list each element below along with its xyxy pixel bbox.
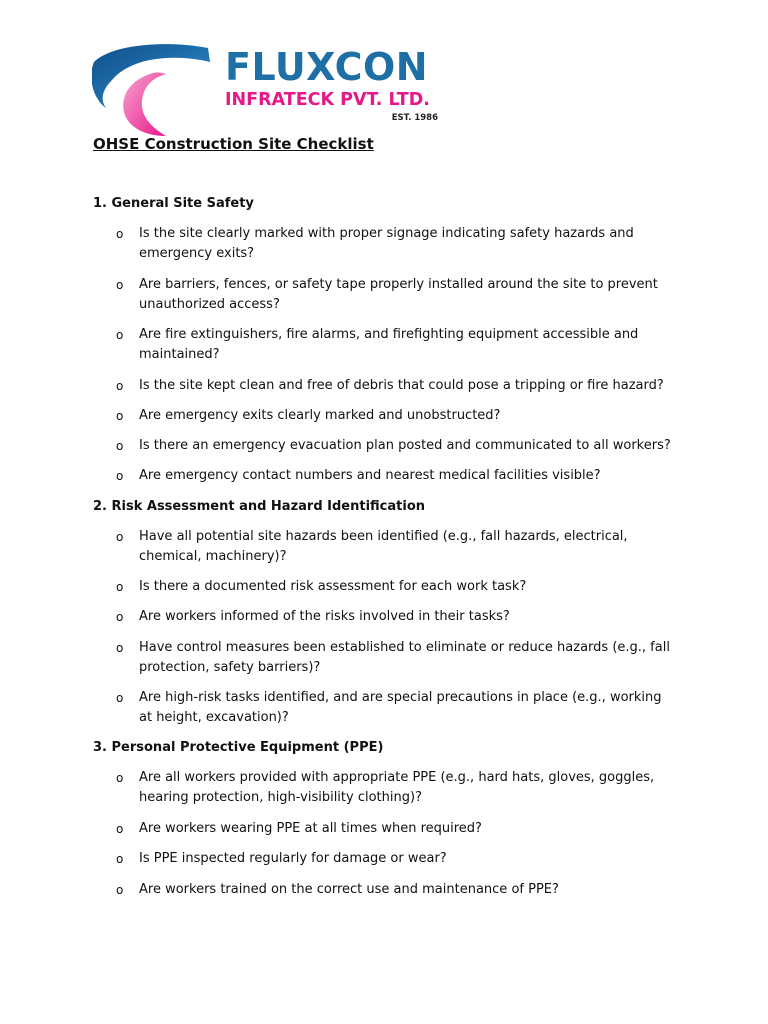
section-heading: 2. Risk Assessment and Hazard Identification [93, 499, 426, 514]
checklist-item [116, 638, 676, 678]
bullet-icon: o [116, 409, 124, 423]
bullet-icon: o [116, 641, 124, 655]
checklist-item [116, 527, 676, 567]
bullet-icon: o [116, 530, 124, 544]
brand-established: EST. 1986 [391, 113, 438, 123]
bullet-icon: o [116, 278, 124, 292]
checklist-item [116, 768, 676, 808]
checklist-item-text: Are fire extinguishers, fire alarms, and firefighting equipment accessible and maintained? [139, 327, 639, 362]
brand-subtitle: INFRATECK PVT. LTD. [225, 90, 430, 110]
bullet-icon: o [116, 580, 124, 594]
checklist-item-text: Are all workers provided with appropriate PPE (e.g., hard hats, gloves, goggles, hearing protection, high-visibility clothing)? [139, 770, 655, 805]
bullet-icon: o [116, 771, 124, 785]
bullet-icon: o [116, 822, 124, 836]
checklist-item [116, 275, 676, 315]
bullet-icon: o [116, 883, 124, 897]
checklist-item-text: Are emergency contact numbers and nearest medical facilities visible? [139, 468, 601, 483]
bullet-icon: o [116, 852, 124, 866]
checklist-item-text: Are workers informed of the risks involved in their tasks? [139, 609, 510, 624]
checklist-item-text: Are emergency exits clearly marked and unobstructed? [139, 408, 501, 423]
brand-name: FLUXCON [225, 45, 429, 89]
checklist-item-text: Are high-risk tasks identified, and are special precautions in place (e.g., working at height, excavation)? [139, 690, 662, 725]
checklist-item [116, 849, 676, 869]
checklist-item [116, 577, 676, 597]
checklist-item [116, 406, 676, 426]
checklist-item [116, 819, 676, 839]
checklist-item-text: Are workers trained on the correct use and maintenance of PPE? [139, 882, 559, 897]
checklist-item [116, 466, 676, 486]
section-heading: 3. Personal Protective Equipment (PPE) [93, 740, 384, 755]
document-title: OHSE Construction Site Checklist [93, 135, 374, 153]
logo-swoosh-icon [92, 40, 222, 140]
checklist-item-text: Is there a documented risk assessment for each work task? [139, 579, 527, 594]
checklist-item-text: Is there an emergency evacuation plan posted and communicated to all workers? [139, 438, 671, 453]
checklist-item-text: Have control measures been established to eliminate or reduce hazards (e.g., fall protection, safety barriers)? [139, 640, 670, 675]
checklist-item [116, 607, 676, 627]
checklist-item-text: Is the site kept clean and free of debris that could pose a tripping or fire hazard? [139, 378, 664, 393]
checklist-item [116, 376, 676, 396]
bullet-icon: o [116, 469, 124, 483]
checklist-item-text: Is PPE inspected regularly for damage or wear? [139, 851, 447, 866]
bullet-icon: o [116, 610, 124, 624]
checklist-item-text: Is the site clearly marked with proper signage indicating safety hazards and emergency exits? [139, 226, 634, 261]
checklist-item-text: Are workers wearing PPE at all times when required? [139, 821, 482, 836]
bullet-icon: o [116, 379, 124, 393]
company-logo [92, 40, 438, 126]
bullet-icon: o [116, 227, 124, 241]
checklist-item-text: Have all potential site hazards been identified (e.g., fall hazards, electrical, chemical, machinery)? [139, 529, 628, 564]
bullet-icon: o [116, 439, 124, 453]
checklist-item [116, 436, 676, 456]
section-heading: 1. General Site Safety [93, 196, 254, 211]
checklist-item [116, 224, 676, 264]
bullet-icon: o [116, 691, 124, 705]
checklist-item [116, 880, 676, 900]
checklist-item-text: Are barriers, fences, or safety tape properly installed around the site to prevent unauthorized access? [139, 277, 658, 312]
checklist-item [116, 325, 676, 365]
bullet-icon: o [116, 328, 124, 342]
checklist-item [116, 688, 676, 728]
